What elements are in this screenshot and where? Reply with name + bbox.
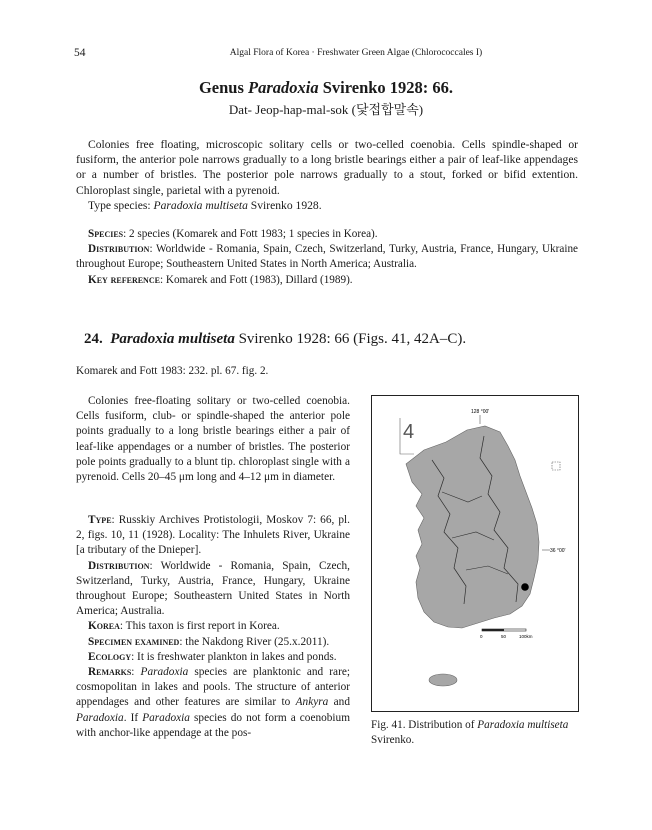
- species-reference: Komarek and Fott 1983: 232. pl. 67. fig. 2.: [76, 365, 269, 377]
- species-description: Colonies free-floating solitary or two-celled coenobia. Cells fusiform, club- or spindle-shaped the anterior pole points gradually to a long bristle bearings either a pair of leaf-like appendages or a number of bristles. The posterior pole points gradually to a blunt tip. chloroplast single with a pyrenoid. Cells 20–45 μm long and 4–12 μm in diameter.: [76, 395, 350, 484]
- species-distribution: [76, 559, 350, 620]
- key-reference-label: Key reference: [88, 273, 160, 286]
- genus-description-text: Colonies free floating, microscopic solitary cells or two-celled coenobia. Cells spindle-shaped or fusiform, the anterior pole narrows gradually to a long bristle bearings either a pair of leaf-like appendages or a number of bristles. The posterior pole narrows gradually to a stout, forked or bifid extention. Chloroplast single, parietal with a pyrenoid.: [76, 138, 578, 197]
- genus-title: [0, 78, 652, 98]
- jeju-island-shape: [429, 674, 457, 686]
- genus-title-italic: Paradoxia: [248, 78, 319, 97]
- korean-peninsula-shape: [406, 426, 539, 628]
- remarks-genus-3: Paradoxia: [76, 711, 124, 724]
- type-label: Type: [88, 514, 112, 526]
- ecology-label: Ecology: [88, 650, 132, 663]
- specimen-entry: [76, 635, 350, 650]
- remarks-label: Remarks: [88, 666, 132, 679]
- korea-map: [372, 396, 578, 711]
- running-head: Algal Flora of Korea · Freshwater Green Algae (Chlorococcales I): [229, 48, 483, 58]
- caption-suffix: Svirenko.: [371, 734, 415, 746]
- korea-text: : This taxon is first report in Korea.: [119, 620, 280, 633]
- scale-label-50: 50: [501, 634, 507, 639]
- type-species-line: [76, 198, 578, 213]
- genus-meta: [76, 227, 578, 288]
- genus-distribution-text: : Worldwide - Romania, Spain, Czech, Switzerland, Turky, Austria, France, Hungary, Ukraine throughout Europe; Southeastern United States in North America; Australia.: [76, 243, 578, 271]
- type-species-suffix: Svirenko 1928.: [247, 198, 322, 212]
- remarks-text-2: and: [328, 696, 350, 709]
- species-number: 24.: [84, 331, 103, 347]
- species-distribution-text: : Worldwide - Romania, Spain, Czech, Switzerland, Turky, Austria, France, Hungary, Ukraine throughout Europe; Southeastern United States in North America; Australia.: [76, 559, 350, 618]
- remarks-text-1: species are planktonic and rare; cosmopolitan in lakes and pools. The structure of anterior appendages and other features are similar to: [76, 666, 350, 709]
- remarks-genus-1: Paradoxia: [140, 666, 189, 679]
- remarks-genus-2: Ankyra: [295, 696, 329, 709]
- longitude-label: 128 °00': [471, 409, 490, 415]
- specimen-label: Specimen examined: [88, 635, 180, 648]
- remarks-text-4: species do not form a coenobium with anchor-like appendage at the pos-: [76, 711, 350, 739]
- type-species-name: Paradoxia multiseta: [153, 198, 248, 212]
- caption-species: Paradoxia multiseta: [477, 719, 569, 731]
- species-authority: Svirenko 1928: 66 (Figs. 41, 42A–C).: [234, 331, 467, 347]
- type-text: : Russkiy Archives Protistologii, Moskov 7: 66, pl. 2, figs. 10, 11 (1928). Locality: The Inhulets River, Ukraine [a tributary of the Dnieper].: [76, 514, 350, 557]
- distribution-map-figure: [371, 395, 579, 712]
- ecology-entry: [76, 650, 350, 665]
- remarks-genus-4: Paradoxia: [142, 711, 190, 724]
- type-entry: [76, 513, 350, 559]
- species-label: Species: [88, 228, 124, 240]
- map-corner-mark: 4: [403, 421, 415, 443]
- species-heading: [84, 331, 466, 348]
- nakdong-river-locality-marker: [521, 583, 529, 591]
- distribution-label: Distribution: [88, 243, 150, 256]
- species-count-text: : 2 species (Komarek and Fott 1983; 1 species in Korea).: [123, 228, 378, 240]
- korea-entry: [76, 619, 350, 634]
- figure-caption: [371, 718, 583, 748]
- key-reference-text: : Komarek and Fott (1983), Dillard (1989).: [159, 273, 353, 286]
- species-name: Paradoxia multiseta: [110, 331, 235, 347]
- page-number: 54: [74, 47, 86, 59]
- species-meta: [76, 513, 350, 741]
- island-inset: [552, 462, 560, 470]
- species-count: [76, 227, 578, 242]
- key-reference: [76, 273, 578, 288]
- ecology-text: : It is freshwater plankton in lakes and ponds.: [131, 650, 337, 663]
- specimen-text: : the Nakdong River (25.x.2011).: [179, 635, 330, 648]
- scale-bar-filled: [482, 629, 504, 631]
- scale-label-100: 100km: [519, 634, 533, 639]
- genus-korean-name: Dat- Jeop-hap-mal-sok (닻접합말속): [228, 102, 424, 117]
- remarks-text-3: . If: [123, 711, 143, 724]
- caption-prefix: Fig. 41. Distribution of: [371, 719, 478, 731]
- latitude-label: 36 °00': [550, 548, 566, 554]
- remarks-entry: Remarks: Paradoxia species are planktonic and rare; cosmopolitan in lakes and pools. The structure of anterior appendages and other features are similar to Ankyra and Paradoxia. If Paradoxia species do not form a coenobium with anchor-like appendage at the pos-: [76, 666, 350, 739]
- genus-distribution: [76, 242, 578, 272]
- scale-label-0: 0: [480, 634, 483, 639]
- genus-title-prefix: Genus: [198, 78, 248, 97]
- genus-description: [76, 137, 578, 213]
- genus-title-suffix: Svirenko 1928: 66.: [318, 78, 454, 97]
- species-distribution-label: Distribution: [88, 559, 150, 572]
- korea-label: Korea: [88, 620, 120, 633]
- type-species-label: Type species:: [88, 198, 154, 212]
